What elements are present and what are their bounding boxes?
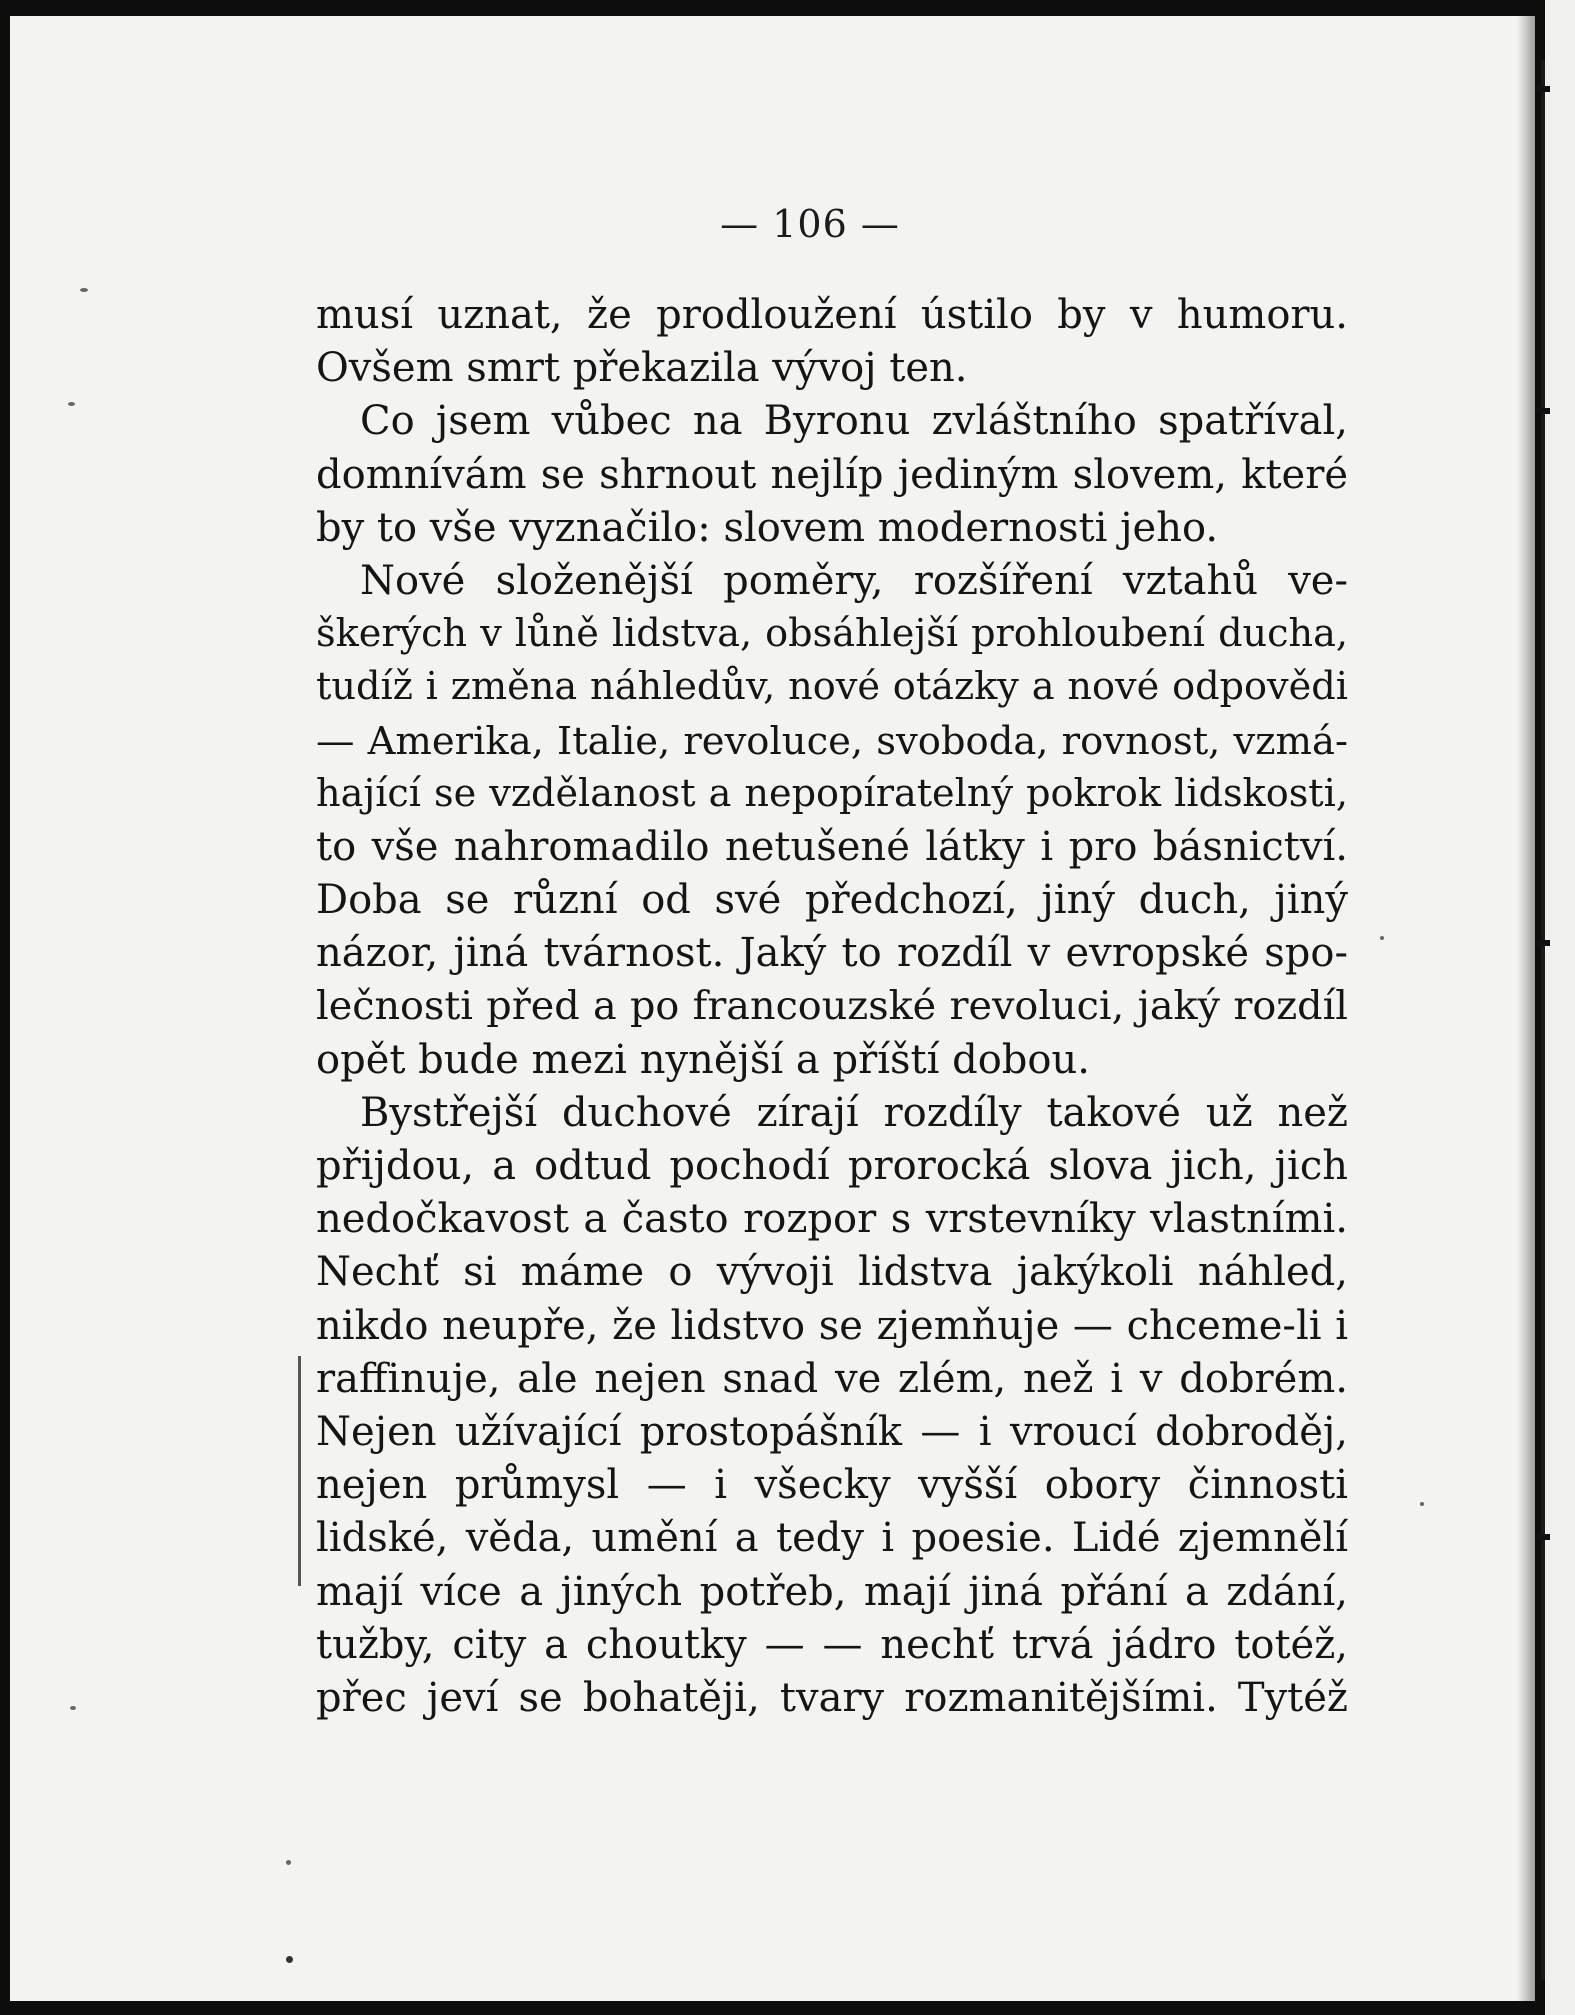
text-line: přec jeví se bohatěji, tvary rozmanitějšími. Tytéž [316,1674,1348,1721]
print-speck [286,1860,291,1865]
text-line: lidské, věda, umění a tedy i poesie. Lidé zjemnělí [316,1515,1348,1562]
text-line: tužby, city a choutky — — nechť trvá jádro totéž, [316,1621,1348,1668]
text-line: domnívám se shrnout nejlíp jediným slovem, které [316,451,1348,498]
print-speck [1380,936,1384,940]
binding-tick [1536,408,1550,414]
text-line: Ovšem smrt překazila vývoj ten. [316,345,968,392]
binding-edge-rule [1541,60,1545,1980]
text-line: Co jsem vůbec na Byronu zvláštního spatříval, [360,398,1348,445]
print-speck [68,402,75,406]
page-number: — 106 — [720,202,900,246]
binding-tick [1536,1534,1550,1540]
print-speck [70,1706,76,1710]
text-line: — Amerika, Italie, revoluce, svoboda, rovnost, vzmá- [316,718,1348,764]
text-line: Nechť si máme o vývoji lidstva jakýkoli náhled, [316,1249,1348,1296]
adjacent-page-strip [1545,0,1575,2015]
print-speck [286,1956,293,1963]
binding-tick [1536,940,1550,946]
text-line: Doba se různí od své předchozí, jiný duch, jiný [316,877,1348,924]
body-text [316,289,1348,1725]
page-edge-shadow [1517,16,1535,2001]
margin-pencil-mark [298,1356,307,1586]
binding-tick [1536,86,1550,92]
text-line: názor, jiná tvárnost. Jaký to rozdíl v evropské spo- [316,930,1348,977]
text-line: Bystřejší duchové zírají rozdíly takové už než [360,1089,1348,1136]
text-line: přijdou, a odtud pochodí prorocká slova jich, jich [316,1143,1348,1189]
text-line: lečnosti před a po francouzské revoluci, jaký rozdíl [316,983,1348,1030]
text-line: by to vše vyznačilo: slovem modernosti jeho. [316,504,1219,551]
text-line: musí uznat, že prodloužení ústilo by v humoru. [316,292,1348,338]
text-line: škerých v lůně lidstva, obsáhlejší prohloubení ducha, [316,612,1348,657]
text-line: raffinuje, ale nejen snad ve zlém, než i v dobrém. [316,1355,1348,1402]
text-line: mají více a jiných potřeb, mají jiná přání a zdání, [316,1568,1348,1615]
text-line: nedočkavost a často rozpor s vrstevníky vlastními. [316,1196,1348,1243]
text-line: Nejen užívající prostopášník — i vroucí dobroděj, [316,1408,1348,1455]
print-speck [80,288,88,292]
book-page [10,16,1535,2001]
text-line: Nové složenější poměry, rozšíření vztahů ve- [360,557,1348,604]
text-line: nikdo neupře, že lidstvo se zjemňuje — chceme-li i [316,1302,1348,1349]
text-line: nejen průmysl — i všecky vyšší obory činnosti [316,1462,1348,1509]
print-speck [1420,1502,1424,1506]
text-line: tudíž i změna náhledův, nové otázky a nové odpovědi [316,665,1348,710]
text-line: opět bude mezi nynější a příští dobou. [316,1036,1090,1083]
text-line: to vše nahromadilo netušené látky i pro básnictví. [316,823,1348,870]
text-line: hající se vzdělanost a nepopíratelný pokrok lidskosti, [316,771,1348,816]
